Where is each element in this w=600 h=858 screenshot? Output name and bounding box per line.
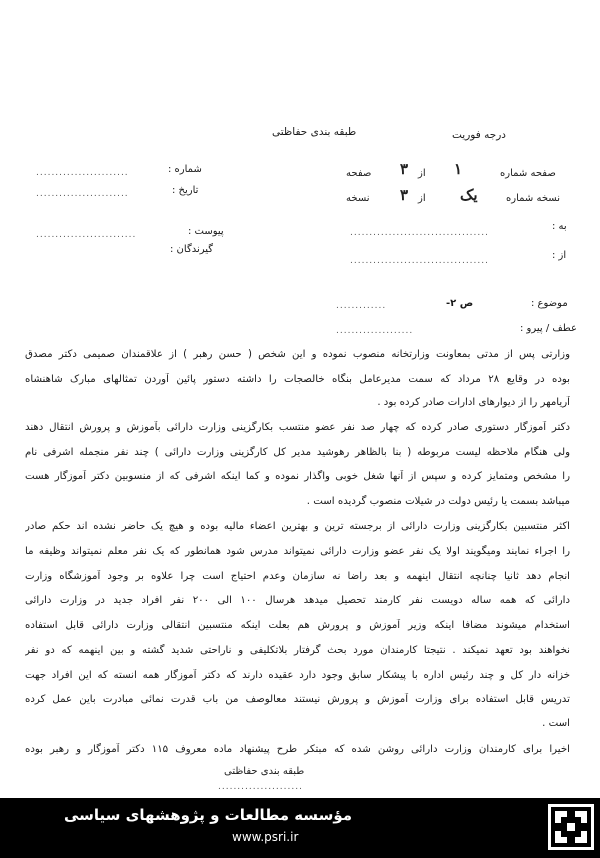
classification-label: طبقه بندی حفاظتی — [272, 126, 357, 138]
from-field: از : — [552, 250, 567, 261]
body-line: را اجراء نمایند ومیگویند اولا یک نفر عضو وزارت دارائی نمیتواند مدرس شود همانطور که یک نفر معلم نمیتواند وظیفه ما — [25, 546, 570, 557]
body-line: اکثر منتسبین بکارگزینی وزارت دارائی از برجسته ترین و بهترین اعضاء مالیه بوده و هیچ یک حاضر نشده اند حکم صادر — [25, 521, 570, 532]
copy-number-value: یک — [460, 186, 478, 204]
subject-value: ص ۲- — [446, 298, 474, 309]
priority-label: درجه فوریت — [452, 129, 506, 141]
body-line: وزارتی پس از مدتی بمعاونت وزارتخانه منصوب نموده و این شخص ( حسن رهبر ) از علاقمندان صمیمی دکتر مصدق — [25, 349, 570, 360]
body-line: دارائی که همه ساله دویست نفر کارمند تحصیل میدهد هرسال ۱۰۰ الی ۲۰۰ نفر افراد جدید در وزارت دارائی — [25, 595, 570, 606]
body-line: دکتر آموزگار دستوری صادر کرده که چهار صد نفر عضو منتسب بکارگزینی وزارت دارائی بآموزش و پرورش انتقال دهند — [25, 422, 570, 433]
number-field: شماره : — [168, 164, 202, 175]
page-word: صفحه — [346, 168, 372, 179]
subject-label: موضوع : — [531, 298, 568, 309]
body-line: میباشد بسمت یا رئیس دولت در شیلات منصوب گردیده است . — [306, 496, 570, 507]
page-number-label: صفحه شماره — [500, 168, 556, 179]
body-line: استخدام میشوند مضافا اینکه وزیر آموزش و پرورش هم بعلت اینکه منتسبین انتقالی وزارت دارائی قابل استفاده — [25, 620, 570, 631]
body-line: بوده در وقایع ۲۸ مرداد که سمت مدیرعامل بنگاه خالصجات را داشته دستور پائین آوردن تمثالهای مبارک شاهنشاه — [25, 374, 570, 385]
page-total: ۳ — [400, 160, 409, 178]
body-line: است . — [542, 718, 570, 729]
body-line: نخواهند بود تعهد نمیکند . نتیجتا کارمندان مورد بحث گرفتار بلاتکلیفی و ناراحتی شدید گشته و بین اینهمه که دو نفر — [25, 645, 570, 656]
date-field: تاریخ : — [172, 185, 199, 196]
copy-of: از — [418, 193, 426, 204]
body-line: تدریس قابل استفاده برای وزارت آموزش و پرورش نیستند معالوصف من باب قدرت نمائی مبادرت باین عمل کرده — [25, 694, 570, 705]
institute-name: مؤسسه مطالعات و پژوهشهای سیاسی — [64, 806, 353, 824]
body-line: اخیرا برای کارمندان وزارت دارائی روشن شده که مبتکر طرح پیشنهاد ماده معروف ۱۱۵ دکتر آموزگار و رهبر بوده — [25, 744, 570, 755]
classification-stamp: طبقه بندی حفاظتی ...................... — [218, 766, 305, 792]
copy-total: ۳ — [400, 186, 409, 204]
page-of: از — [418, 168, 426, 179]
body-line: آریامهر را از دیوارهای ادارات صادر کرده بود . — [377, 397, 570, 408]
stamp-text: طبقه بندی حفاظتی — [224, 766, 305, 777]
copy-number-label: نسخه شماره — [506, 193, 560, 204]
recipients-field: گیرندگان : — [170, 244, 214, 255]
copy-word: نسخه — [346, 193, 370, 204]
website-link[interactable]: www.psri.ir — [232, 830, 299, 844]
body-line: انجام دهد ثانیا چنانچه انتقال اینهمه و بعد راضا نه سازمان وعدم احتیاج است چرا علاوه بر وجود آموزشگاه وزارت — [25, 571, 570, 582]
body-line: ولی هنگام ملاحظه لیست مربوطه ( بنا بالظاهر رهوشید مدیر کل کارگزینی وزارت دارائی ) چند نفر منجمله اشرفی نام — [25, 447, 570, 458]
institute-logo — [548, 804, 594, 850]
reference-label: عطف / پیرو : — [520, 323, 577, 334]
to-field: به : — [552, 221, 567, 232]
logo-icon — [551, 807, 591, 847]
page-number-value: ۱ — [454, 160, 463, 178]
body-line: خزانه دار کل و چند رئیس اداره با پیشکار سابق وجود دارد عقیده دارند که دکتر آموزگار همه انسته که این افراد جهت — [25, 670, 570, 681]
attachment-field: پیوست : — [188, 226, 224, 237]
body-line: را مشخص ومتمایز کرده و سپس از آنها شغل خوبی واگذار نموده و کما اینکه اشرفی که از منسوبین دکتر آموزگار هست — [25, 471, 570, 482]
